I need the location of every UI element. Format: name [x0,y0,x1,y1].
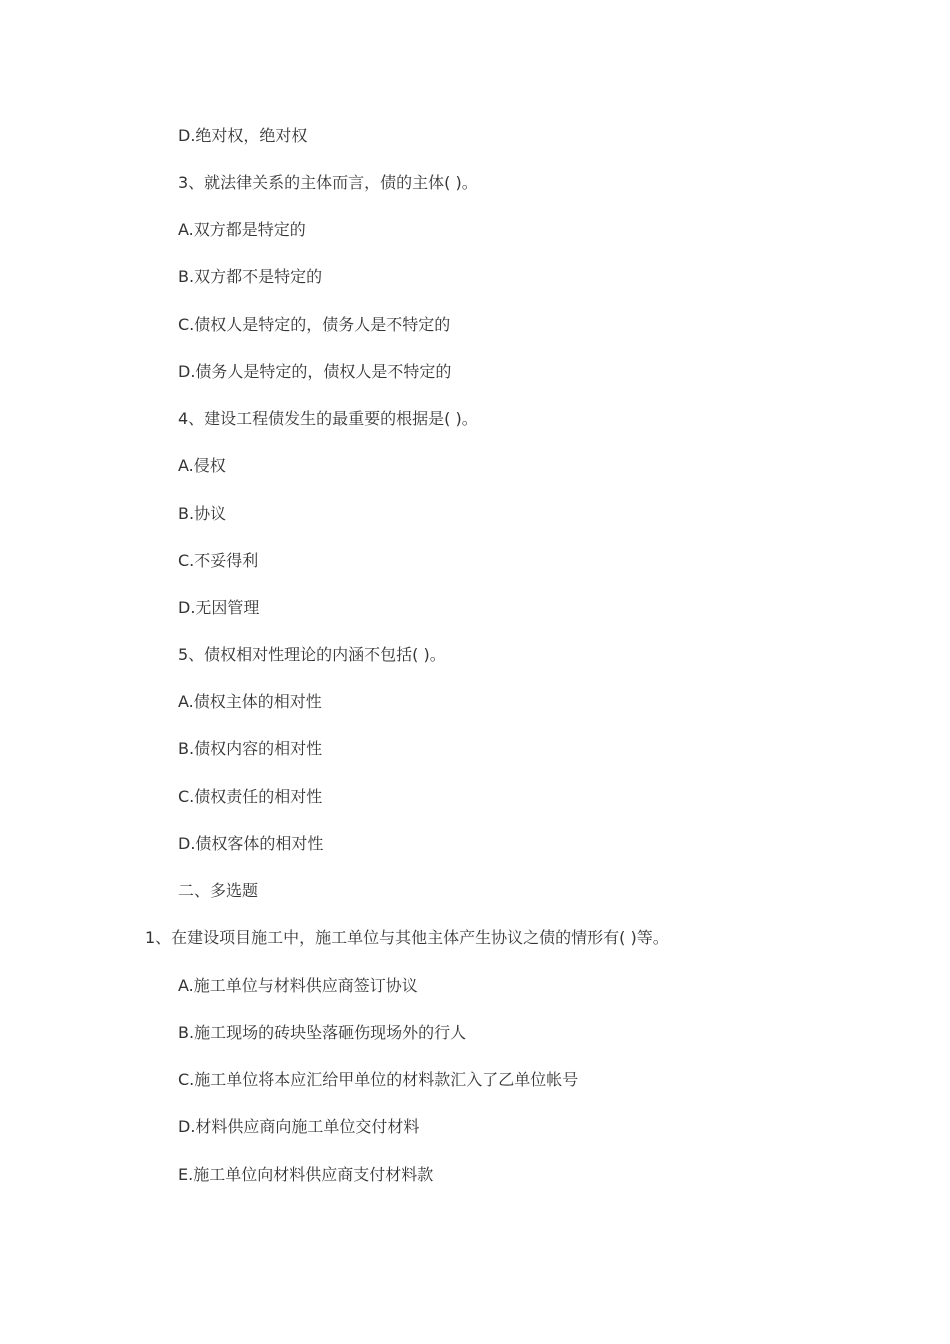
m1-option-a: A.施工单位与材料供应商签订协议 [178,976,418,995]
q3-question: 3、就法律关系的主体而言，债的主体( )。 [178,173,478,192]
m1-option-d: D.材料供应商向施工单位交付材料 [178,1117,420,1136]
q3-option-b: B.双方都不是特定的 [178,267,323,286]
section-heading: 二、多选题 [178,881,259,900]
q4-option-b: B.协议 [178,504,227,523]
q5-option-d: D.债权客体的相对性 [178,834,324,853]
q4-option-a: A.侵权 [178,456,226,475]
q2-option-d: D.绝对权，绝对权 [178,126,308,145]
q3-option-c: C.债权人是特定的，债务人是不特定的 [178,315,451,334]
q4-option-c: C.不妥得利 [178,551,259,570]
q3-option-d: D.债务人是特定的，债权人是不特定的 [178,362,452,381]
q5-option-c: C.债权责任的相对性 [178,787,323,806]
q5-question: 5、债权相对性理论的内涵不包括( )。 [178,645,446,664]
m1-option-b: B.施工现场的砖块坠落砸伤现场外的行人 [178,1023,467,1042]
q5-option-b: B.债权内容的相对性 [178,739,323,758]
m1-question: 1、在建设项目施工中，施工单位与其他主体产生协议之债的情形有( )等。 [145,928,669,947]
q4-question: 4、建设工程债发生的最重要的根据是( )。 [178,409,478,428]
m1-option-e: E.施工单位向材料供应商支付材料款 [178,1165,434,1184]
q5-option-a: A.债权主体的相对性 [178,692,322,711]
m1-option-c: C.施工单位将本应汇给甲单位的材料款汇入了乙单位帐号 [178,1070,579,1089]
q4-option-d: D.无因管理 [178,598,260,617]
q3-option-a: A.双方都是特定的 [178,220,306,239]
